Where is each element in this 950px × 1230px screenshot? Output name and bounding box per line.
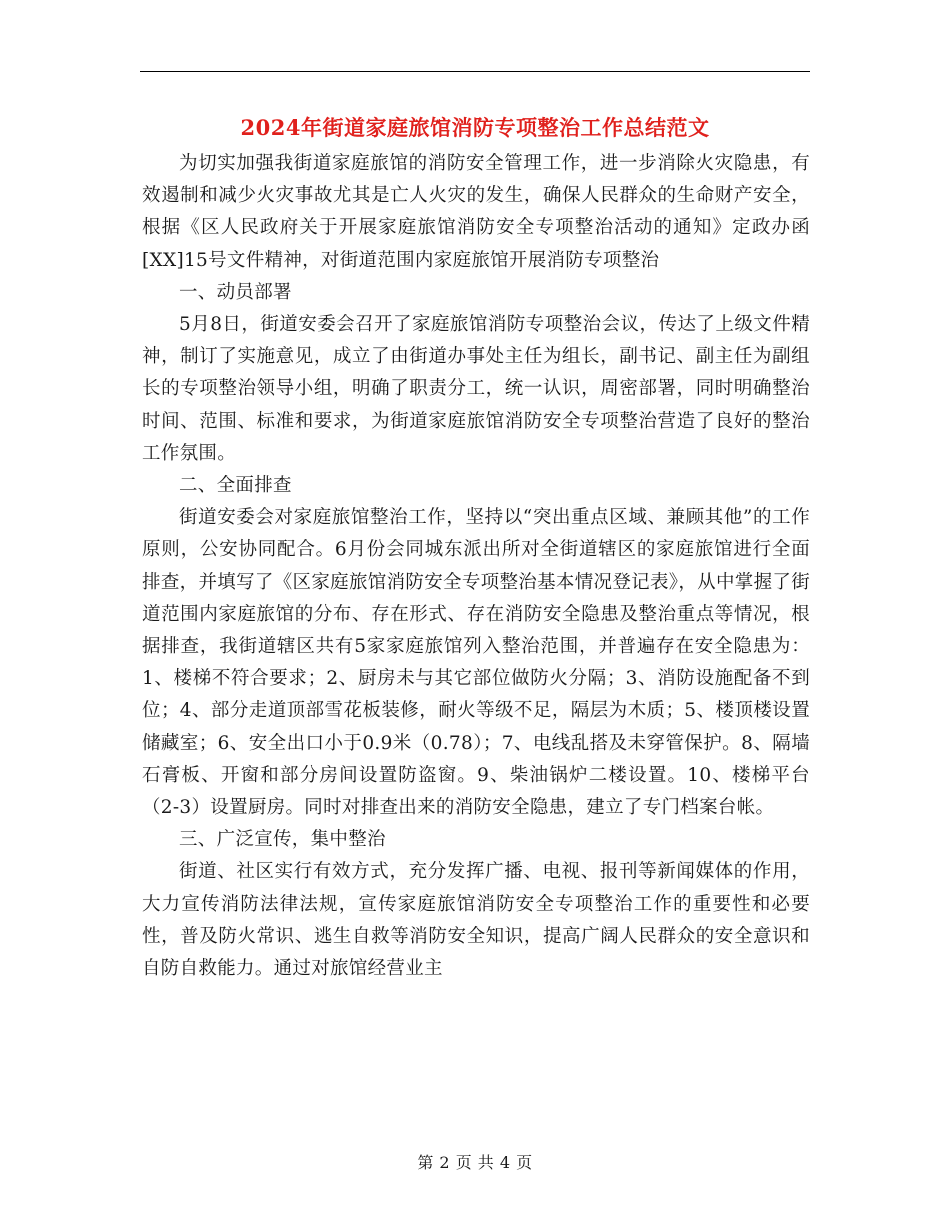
paragraph-section-3: 街道、社区实行有效方式，充分发挥广播、电视、报刊等新闻媒体的作用，大力宣传消防法律法规，宣传家庭旅馆消防安全专项整治工作的重要性和必要性，普及防火常识、逃生自救等消防安全知识，提高广阔人民群众的安全意识和自防自救能力。通过对旅馆经营业主 [142, 861, 810, 980]
section-heading-2: 二、全面排查 [179, 475, 292, 497]
section-heading-3: 三、广泛宣传，集中整治 [179, 829, 386, 851]
document-body [142, 148, 810, 985]
paragraph-section-1: 5月8日，街道安委会召开了家庭旅馆消防专项整治会议，传达了上级文件精神，制订了实施意见，成立了由街道办事处主任为组长，副书记、副主任为副组长的专项整治领导小组，明确了职责分工，统一认识，周密部署，同时明确整治时间、范围、标准和要求，为街道家庭旅馆消防安全专项整治营造了良好的整治工作氛围。 [142, 314, 810, 464]
document-title: 2024年街道家庭旅馆消防专项整治工作总结范文 [240, 115, 710, 140]
paragraph-section-2: 街道安委会对家庭旅馆整治工作，坚持以“突出重点区域、兼顾其他”的工作原则，公安协同配合。6月份会同城东派出所对全街道辖区的家庭旅馆进行全面排查，并填写了《区家庭旅馆消防安全专项整治基本情况登记表》，从中掌握了街道范围内家庭旅馆的分布、存在形式、存在消防安全隐患及整治重点等情况，根据排查，我街道辖区共有5家家庭旅馆列入整治范围，并普遍存在安全隐患为：1、楼梯不符合要求；2、厨房未与其它部位做防火分隔；3、消防设施配备不到位；4、部分走道顶部雪花板装修，耐火等级不足，隔层为木质；5、楼顶楼设置储藏室；6、安全出口小于0.9米（0.78）；7、电线乱搭及未穿管保护。8、隔墙石膏板、开窗和部分房间设置防盗窗。9、柴油锅炉二楼设置。10、楼梯平台（2-3）设置厨房。同时对排查出来的消防安全隐患，建立了专门档案台帐。 [142, 507, 810, 819]
section-heading-1: 一、动员部署 [179, 281, 292, 303]
paragraph-intro: 为切实加强我街道家庭旅馆的消防安全管理工作，进一步消除火灾隐患，有效遏制和减少火灾事故尤其是亡人火灾的发生，确保人民群众的生命财产安全，根据《区人民政府关于开展家庭旅馆消防安全专项整治活动的通知》定政办函[XX]15号文件精神，对街道范围内家庭旅馆开展消防专项整治 [142, 153, 810, 271]
page-footer: 第 2 页 共 4 页 [417, 1153, 533, 1172]
header-rule [140, 71, 810, 72]
